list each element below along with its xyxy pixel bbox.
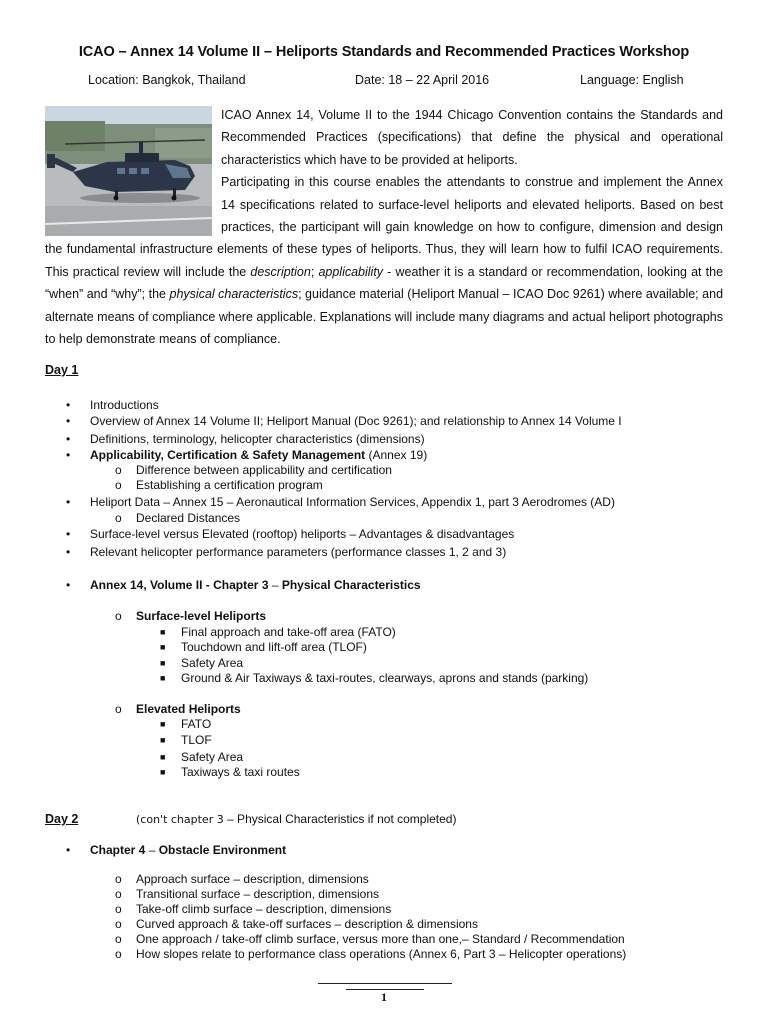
list-item: Declared Distances: [136, 511, 241, 525]
square-bullet-icon: ■: [160, 673, 166, 683]
bullet-icon: •: [66, 414, 71, 428]
list-item: Definitions, terminology, helicopter characteristics (dimensions): [90, 432, 425, 446]
intro-section: [45, 104, 723, 350]
list-item: Heliport Data – Annex 15 – Aeronautical Information Services, Appendix 1, part 3 Aerodromes (AD): [90, 495, 615, 509]
list-item: Touchdown and lift-off area (TLOF): [181, 640, 367, 654]
square-bullet-icon: ■: [160, 735, 166, 745]
circle-bullet-icon: o: [115, 463, 122, 477]
list-item: Curved approach & take-off surfaces – description & dimensions: [136, 917, 478, 931]
day1-heading: Day 1: [45, 363, 79, 377]
elevated-heliports-heading: Elevated Heliports: [136, 702, 241, 716]
circle-bullet-icon: o: [115, 609, 122, 623]
list-item: How slopes relate to performance class operations (Annex 6, Part 3 – Helicopter operations): [136, 947, 627, 961]
square-bullet-icon: ■: [160, 719, 166, 729]
list-item: FATO: [181, 717, 212, 731]
circle-bullet-icon: o: [115, 702, 122, 716]
location-text: Location: Bangkok, Thailand: [88, 73, 246, 87]
list-item: Safety Area: [181, 656, 244, 670]
list-item: Safety Area: [181, 750, 244, 764]
circle-bullet-icon: o: [115, 932, 122, 946]
language-text: Language: English: [580, 73, 684, 87]
day2-note: (con't chapter 3 – Physical Characteristics if not completed): [136, 812, 457, 826]
bullet-icon: •: [66, 495, 71, 509]
list-item: Establishing a certification program: [136, 478, 323, 492]
bullet-icon: •: [66, 578, 71, 592]
date-text: Date: 18 – 22 April 2016: [355, 73, 490, 87]
circle-bullet-icon: o: [115, 511, 122, 525]
square-bullet-icon: ■: [160, 627, 166, 637]
list-item: One approach / take-off climb surface, versus more than one,– Standard / Recommendation: [136, 932, 625, 946]
square-bullet-icon: ■: [160, 752, 166, 762]
list-item: Take-off climb surface – description, dimensions: [136, 902, 392, 916]
bullet-icon: •: [66, 448, 71, 462]
list-item: Overview of Annex 14 Volume II; Heliport Manual (Doc 9261); and relationship to Annex 14 Volume I: [90, 414, 622, 428]
chapter4-heading: Chapter 4 – Obstacle Environment: [90, 843, 287, 857]
intro-paragraph-1: ICAO Annex 14, Volume II to the 1944 Chicago Convention contains the Standards and Recommended Practices (specifications) that define the physical and operational characteristics which have to be provided at heliports.: [221, 108, 723, 167]
circle-bullet-icon: o: [115, 902, 122, 916]
surface-heliports-heading: Surface-level Heliports: [136, 609, 267, 623]
square-bullet-icon: ■: [160, 658, 166, 668]
circle-bullet-icon: o: [115, 917, 122, 931]
list-item: Approach surface – description, dimensions: [136, 872, 369, 886]
page-title: ICAO – Annex 14 Volume II – Heliports Standards and Recommended Practices Workshop: [78, 44, 690, 60]
list-item: Difference between applicability and certification: [136, 463, 392, 477]
list-item: TLOF: [181, 733, 212, 747]
circle-bullet-icon: o: [115, 947, 122, 961]
bullet-icon: •: [66, 398, 71, 412]
circle-bullet-icon: o: [115, 872, 122, 886]
list-item: Relevant helicopter performance parameters (performance classes 1, 2 and 3): [90, 545, 507, 559]
chapter3-heading: Annex 14, Volume II - Chapter 3 – Physical Characteristics: [90, 578, 421, 592]
list-item: Applicability, Certification & Safety Management (Annex 19): [90, 448, 428, 462]
square-bullet-icon: ■: [160, 767, 166, 777]
square-bullet-icon: ■: [160, 642, 166, 652]
bullet-icon: •: [66, 843, 71, 857]
list-item: Final approach and take-off area (FATO): [181, 625, 396, 639]
list-item: Taxiways & taxi routes: [181, 765, 300, 779]
bullet-icon: •: [66, 432, 71, 446]
bullet-icon: •: [66, 527, 71, 541]
list-item: Ground & Air Taxiways & taxi-routes, clearways, aprons and stands (parking): [181, 671, 589, 685]
intro-paragraph-2: Participating in this course enables the attendants to construe and implement the Annex 14 specifications related to surface-level heliports and elevated heliports. Based on best practices, the participant will gain knowledge on how to configure, dimension and design the fundamental infrastructure elements of these types of heliports. Thus, they will learn how to fulfil ICAO requirements. This practical review will include the description; applicability - weather it is a standard or recommendation, looking at the “when” and “why”; the physical characteristics; guidance material (Heliport Manual – ICAO Doc 9261) where available; and alternate means of compliance where applicable. Explanations will include many diagrams and actual heliport photographs to help demonstrate means of compliance.: [45, 175, 724, 347]
page-number: 1: [381, 990, 387, 1004]
list-item: Surface-level versus Elevated (rooftop) heliports – Advantages & disadvantages: [90, 527, 515, 541]
circle-bullet-icon: o: [115, 887, 122, 901]
footer-divider: [318, 983, 452, 984]
list-item: Transitional surface – description, dimensions: [136, 887, 380, 901]
day2-heading: Day 2: [45, 812, 79, 826]
list-item: Introductions: [90, 398, 159, 412]
circle-bullet-icon: o: [115, 478, 122, 492]
bullet-icon: •: [66, 545, 71, 559]
